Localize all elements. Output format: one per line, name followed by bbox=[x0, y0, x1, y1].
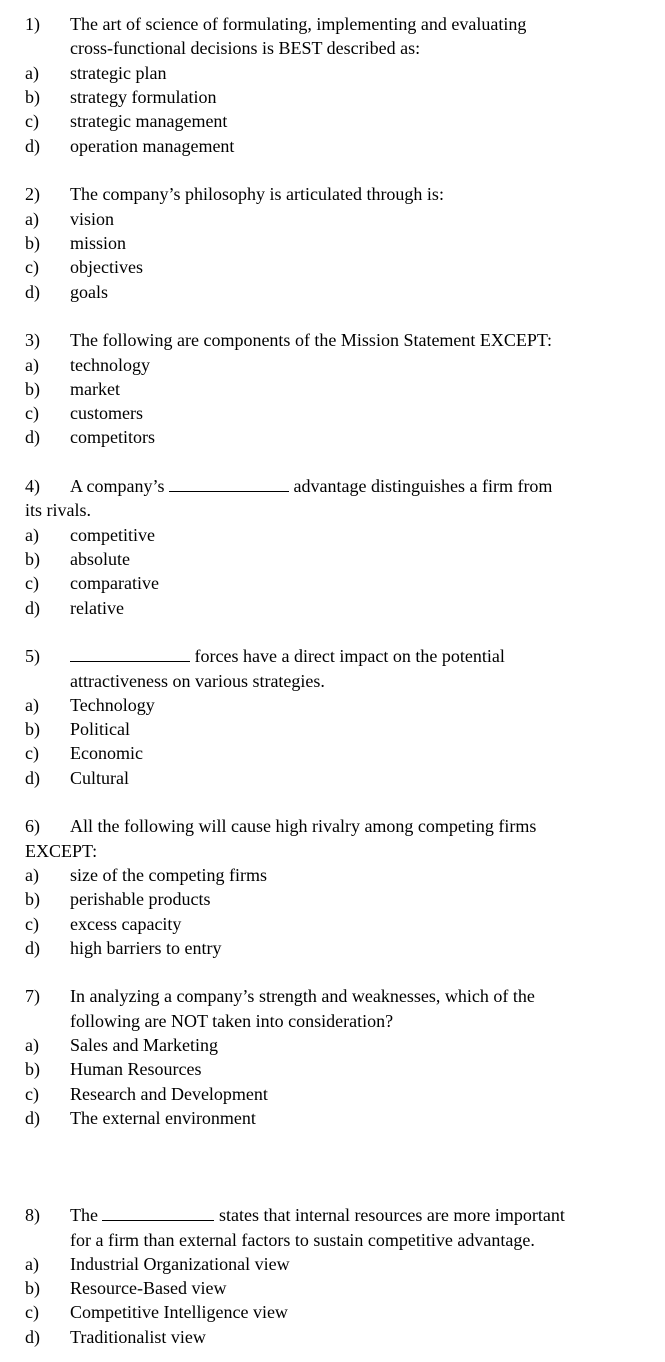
option-text: Human Resources bbox=[70, 1059, 202, 1079]
option bbox=[0, 207, 665, 231]
option-label: b) bbox=[25, 379, 40, 399]
question-text-after-blank: states that internal resources are more important bbox=[218, 1205, 565, 1225]
option bbox=[0, 717, 665, 741]
option-label: a) bbox=[25, 1254, 39, 1274]
option-label: b) bbox=[25, 1278, 40, 1298]
question-text: All the following will cause high rivalry among competing firms bbox=[70, 816, 537, 836]
fill-in-blank bbox=[169, 474, 289, 492]
option-text: strategic plan bbox=[70, 63, 167, 83]
option-label: b) bbox=[25, 889, 40, 909]
question-text: In analyzing a company’s strength and weaknesses, which of the bbox=[70, 986, 535, 1006]
question-4-stem-cont bbox=[0, 498, 665, 522]
option bbox=[0, 425, 665, 449]
option-text: competitive bbox=[70, 525, 155, 545]
option-label: c) bbox=[25, 573, 39, 593]
option-text: Research and Development bbox=[70, 1084, 268, 1104]
option-text: strategy formulation bbox=[70, 87, 217, 107]
option bbox=[0, 547, 665, 571]
option-label: b) bbox=[25, 549, 40, 569]
option bbox=[0, 1325, 665, 1349]
question-text-after-blank: forces have a direct impact on the potential bbox=[194, 646, 505, 666]
question-text: cross-functional decisions is BEST described as: bbox=[70, 38, 421, 58]
option-label: b) bbox=[25, 87, 40, 107]
option-text: excess capacity bbox=[70, 914, 182, 934]
option-label: b) bbox=[25, 719, 40, 739]
fill-in-blank bbox=[70, 644, 190, 662]
option-text: market bbox=[70, 379, 120, 399]
option-text: strategic management bbox=[70, 111, 228, 131]
option-text: Industrial Organizational view bbox=[70, 1254, 290, 1274]
option-text: high barriers to entry bbox=[70, 938, 222, 958]
question-text: for a firm than external factors to sustain competitive advantage. bbox=[70, 1230, 535, 1250]
option-label: d) bbox=[25, 1108, 40, 1128]
question-5-stem-cont bbox=[0, 669, 665, 693]
question-number: 6) bbox=[25, 816, 40, 836]
option-text: Technology bbox=[70, 695, 155, 715]
option-text: competitors bbox=[70, 427, 155, 447]
option bbox=[0, 255, 665, 279]
option bbox=[0, 401, 665, 425]
option-text: customers bbox=[70, 403, 143, 423]
question-3-stem bbox=[0, 328, 665, 352]
option-text: Cultural bbox=[70, 768, 129, 788]
question-1-stem bbox=[0, 12, 665, 36]
question-number: 3) bbox=[25, 330, 40, 350]
question-4-stem bbox=[0, 474, 665, 498]
question-text-after-blank: advantage distinguishes a firm from bbox=[293, 476, 553, 496]
question-2-stem bbox=[0, 182, 665, 206]
question-text: The company’s philosophy is articulated through is: bbox=[70, 184, 444, 204]
option-label: d) bbox=[25, 282, 40, 302]
option-text: Competitive Intelligence view bbox=[70, 1302, 288, 1322]
option-label: d) bbox=[25, 768, 40, 788]
option bbox=[0, 85, 665, 109]
question-text: attractiveness on various strategies. bbox=[70, 671, 325, 691]
option bbox=[0, 1106, 665, 1130]
question-text: following are NOT taken into consideration? bbox=[70, 1011, 394, 1031]
question-number: 7) bbox=[25, 986, 40, 1006]
question-1-stem-cont bbox=[0, 36, 665, 60]
option-text: mission bbox=[70, 233, 127, 253]
option-text: Economic bbox=[70, 743, 143, 763]
option-label: d) bbox=[25, 598, 40, 618]
option bbox=[0, 863, 665, 887]
option-text: Resource-Based view bbox=[70, 1278, 227, 1298]
option-text: size of the competing firms bbox=[70, 865, 267, 885]
option bbox=[0, 571, 665, 595]
fill-in-blank bbox=[102, 1203, 214, 1221]
option-label: d) bbox=[25, 938, 40, 958]
option-label: a) bbox=[25, 209, 39, 229]
option-text: goals bbox=[70, 282, 108, 302]
option-label: a) bbox=[25, 525, 39, 545]
question-text: The following are components of the Mission Statement EXCEPT: bbox=[70, 330, 553, 350]
question-number: 5) bbox=[25, 646, 40, 666]
option-label: c) bbox=[25, 1302, 39, 1322]
question-text: EXCEPT: bbox=[25, 841, 98, 861]
option-text: perishable products bbox=[70, 889, 211, 909]
option-label: a) bbox=[25, 1035, 39, 1055]
option-text: Sales and Marketing bbox=[70, 1035, 218, 1055]
question-7-stem-cont bbox=[0, 1009, 665, 1033]
question-text bbox=[70, 644, 505, 668]
option-label: a) bbox=[25, 865, 39, 885]
option bbox=[0, 741, 665, 765]
option-label: a) bbox=[25, 63, 39, 83]
option bbox=[0, 231, 665, 255]
question-6-stem-cont bbox=[0, 839, 665, 863]
question-text-before-blank: The bbox=[70, 1205, 98, 1225]
option bbox=[0, 1033, 665, 1057]
option bbox=[0, 523, 665, 547]
question-text-before-blank: A company’s bbox=[70, 476, 165, 496]
question-5-stem bbox=[0, 644, 665, 668]
question-number: 8) bbox=[25, 1205, 40, 1225]
option bbox=[0, 1276, 665, 1300]
question-number: 1) bbox=[25, 14, 40, 34]
option bbox=[0, 61, 665, 85]
option-label: c) bbox=[25, 403, 39, 423]
question-7-stem bbox=[0, 984, 665, 1008]
option-text: comparative bbox=[70, 573, 159, 593]
option bbox=[0, 134, 665, 158]
option bbox=[0, 693, 665, 717]
option bbox=[0, 887, 665, 911]
option-label: c) bbox=[25, 743, 39, 763]
option bbox=[0, 1300, 665, 1324]
question-text: its rivals. bbox=[25, 500, 91, 520]
question-8-stem-cont bbox=[0, 1228, 665, 1252]
option bbox=[0, 353, 665, 377]
option bbox=[0, 1057, 665, 1081]
option bbox=[0, 109, 665, 133]
question-8-stem bbox=[0, 1203, 665, 1227]
question-number: 4) bbox=[25, 476, 40, 496]
option-text: vision bbox=[70, 209, 115, 229]
option-label: c) bbox=[25, 1084, 39, 1104]
option-label: d) bbox=[25, 136, 40, 156]
question-text bbox=[70, 1203, 565, 1227]
option-text: technology bbox=[70, 355, 150, 375]
question-6-stem bbox=[0, 814, 665, 838]
option-label: b) bbox=[25, 1059, 40, 1079]
option bbox=[0, 377, 665, 401]
option-text: objectives bbox=[70, 257, 143, 277]
option bbox=[0, 596, 665, 620]
option-text: relative bbox=[70, 598, 124, 618]
option-label: d) bbox=[25, 427, 40, 447]
option-label: c) bbox=[25, 111, 39, 131]
option bbox=[0, 912, 665, 936]
option bbox=[0, 1082, 665, 1106]
question-number: 2) bbox=[25, 184, 40, 204]
option bbox=[0, 1252, 665, 1276]
option bbox=[0, 280, 665, 304]
option bbox=[0, 936, 665, 960]
option-label: c) bbox=[25, 914, 39, 934]
option-label: c) bbox=[25, 257, 39, 277]
option-text: absolute bbox=[70, 549, 130, 569]
option-label: b) bbox=[25, 233, 40, 253]
option-text: The external environment bbox=[70, 1108, 256, 1128]
question-text bbox=[70, 474, 552, 498]
option-label: a) bbox=[25, 695, 39, 715]
option-label: a) bbox=[25, 355, 39, 375]
option-text: Traditionalist view bbox=[70, 1327, 206, 1347]
option-label: d) bbox=[25, 1327, 40, 1347]
option-text: Political bbox=[70, 719, 130, 739]
option-text: operation management bbox=[70, 136, 235, 156]
option bbox=[0, 766, 665, 790]
question-text: The art of science of formulating, implementing and evaluating bbox=[70, 14, 527, 34]
